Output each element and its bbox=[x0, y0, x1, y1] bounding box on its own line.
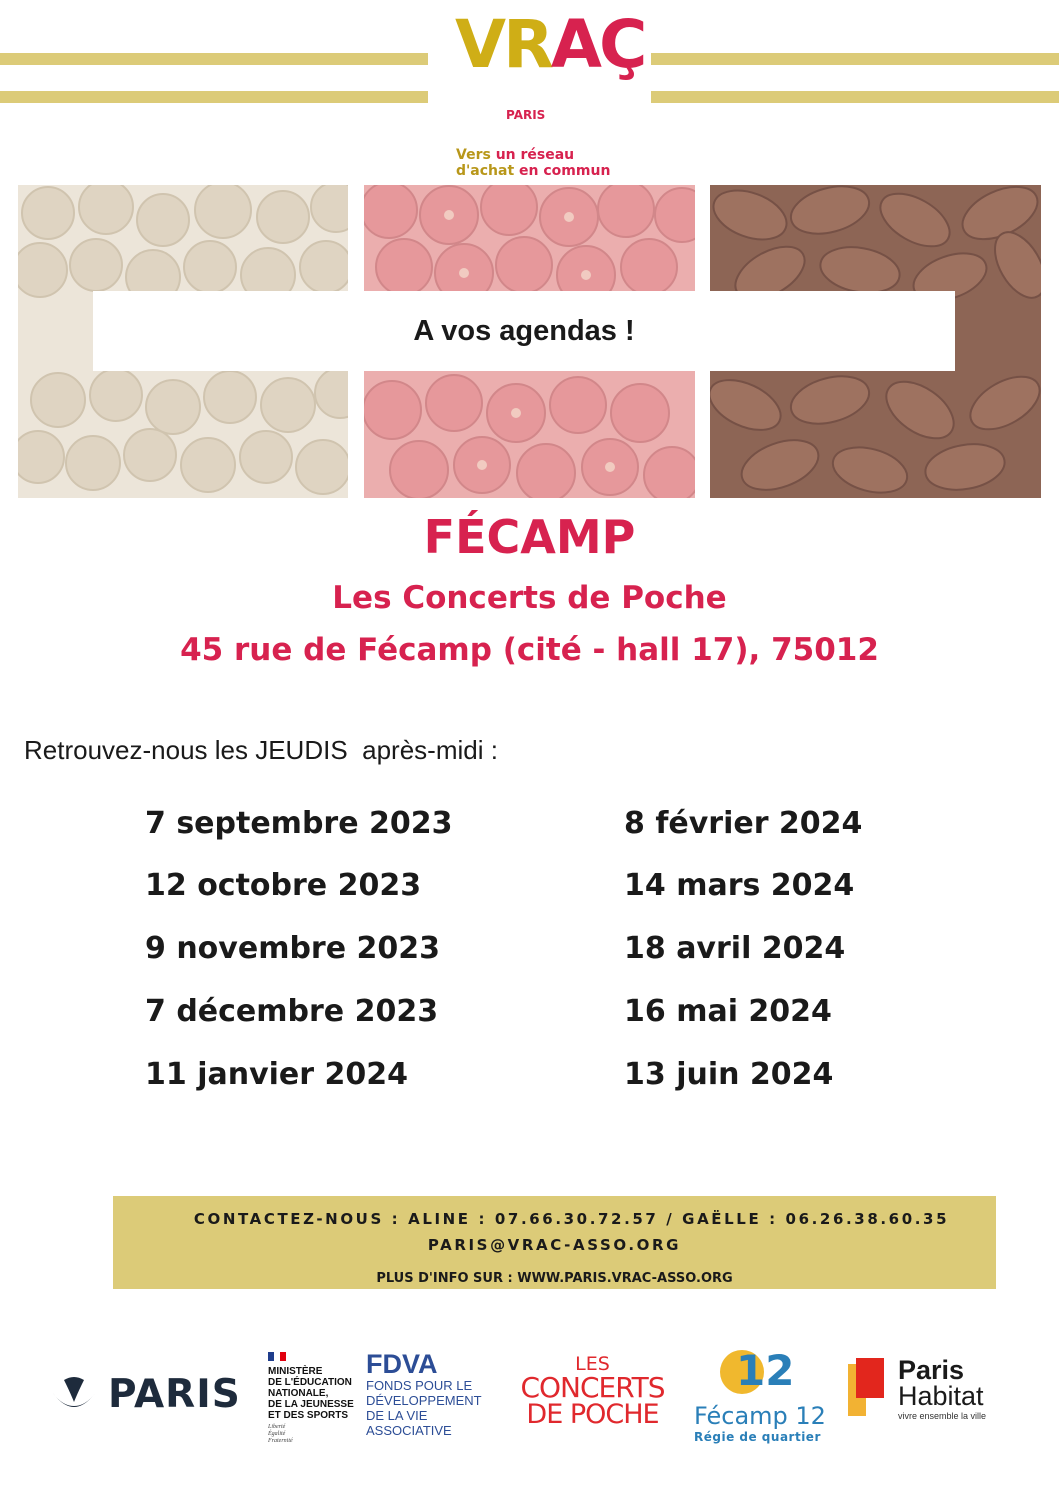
contact-phones: CONTACTEZ-NOUS : ALINE : 07.66.30.72.57 / GAËLLE : 06.26.38.60.35 bbox=[193, 1210, 950, 1228]
paris-boat-icon bbox=[46, 1372, 102, 1420]
contact-box bbox=[113, 1196, 996, 1289]
date-item: 12 octobre 2023 bbox=[145, 868, 422, 903]
motto-line: Égalité bbox=[268, 1431, 286, 1437]
fdva-title: FDVA bbox=[366, 1349, 438, 1379]
contact-email[interactable]: PARIS@VRAC-ASSO.ORG bbox=[427, 1236, 682, 1254]
contact-website[interactable]: PLUS D'INFO SUR : WWW.PARIS.VRAC-ASSO.ORG bbox=[376, 1271, 733, 1286]
paris-label: PARIS bbox=[108, 1372, 241, 1417]
date-item: 8 février 2024 bbox=[624, 806, 863, 841]
habitat-block-icon bbox=[856, 1358, 884, 1398]
ministere-line: DE LA JEUNESSE bbox=[268, 1399, 354, 1410]
tagline-part: d'achat bbox=[456, 163, 520, 179]
ministere-line: ET DES SPORTS bbox=[268, 1410, 349, 1421]
habitat-line: Habitat bbox=[898, 1381, 984, 1411]
date-item: 14 mars 2024 bbox=[624, 868, 855, 903]
motto-line: Fraternité bbox=[268, 1438, 293, 1444]
concerts-line: DE POCHE bbox=[526, 1399, 659, 1430]
agenda-banner: A vos agendas ! bbox=[93, 291, 955, 371]
habitat-line: Paris bbox=[898, 1355, 965, 1385]
venue-name: Les Concerts de Poche bbox=[332, 580, 727, 616]
fecamp-number: 12 bbox=[736, 1346, 795, 1395]
date-item: 18 avril 2024 bbox=[624, 931, 846, 966]
header-stripe bbox=[0, 91, 428, 103]
marianne-flag-icon bbox=[268, 1352, 286, 1361]
concerts-line: CONCERTS bbox=[520, 1371, 665, 1404]
fdva-line: DÉVELOPPEMENT bbox=[366, 1393, 482, 1408]
fdva-logo bbox=[366, 1350, 482, 1438]
date-item: 13 juin 2024 bbox=[624, 1057, 834, 1092]
ministere-line: NATIONALE, bbox=[268, 1388, 329, 1399]
fecamp12-logo bbox=[692, 1346, 832, 1446]
venue-address: 45 rue de Fécamp (cité - hall 17), 75012 bbox=[180, 632, 879, 668]
logo-wordmark: VRAÇ bbox=[455, 6, 645, 83]
habitat-subtitle: vivre ensemble la ville bbox=[898, 1411, 987, 1421]
header-stripe bbox=[651, 91, 1059, 103]
concerts-de-poche-logo bbox=[510, 1354, 675, 1428]
date-item: 9 novembre 2023 bbox=[145, 931, 441, 966]
date-item: 7 décembre 2023 bbox=[145, 994, 439, 1029]
date-item: 16 mai 2024 bbox=[624, 994, 832, 1029]
ministere-logo bbox=[268, 1352, 358, 1442]
fecamp-subtitle: Régie de quartier bbox=[694, 1430, 821, 1444]
ministere-line: MINISTÈRE bbox=[268, 1366, 323, 1377]
fecamp-title: Fécamp 12 bbox=[694, 1402, 826, 1430]
logo-paris-label: PARIS bbox=[506, 108, 546, 122]
tagline-part: un réseau bbox=[495, 147, 575, 163]
motto-line: Liberté bbox=[268, 1424, 286, 1430]
fdva-line: FONDS POUR LE bbox=[366, 1378, 473, 1393]
date-item: 11 janvier 2024 bbox=[145, 1057, 408, 1092]
header-stripe bbox=[651, 53, 1059, 65]
date-item: 7 septembre 2023 bbox=[145, 806, 453, 841]
city-title: FÉCAMP bbox=[423, 510, 636, 564]
fdva-line: DE LA VIE bbox=[366, 1408, 428, 1423]
tagline bbox=[456, 147, 610, 179]
header-stripe bbox=[0, 53, 428, 65]
tagline-part: Vers bbox=[456, 147, 496, 163]
tagline-part: en commun bbox=[519, 163, 611, 179]
paris-habitat-logo bbox=[848, 1356, 1008, 1420]
schedule-intro: Retrouvez-nous les JEUDIS après-midi : bbox=[24, 735, 498, 765]
concerts-line: LES bbox=[575, 1353, 610, 1375]
ministere-line: DE L'ÉDUCATION bbox=[268, 1377, 352, 1388]
fdva-line: ASSOCIATIVE bbox=[366, 1423, 452, 1438]
